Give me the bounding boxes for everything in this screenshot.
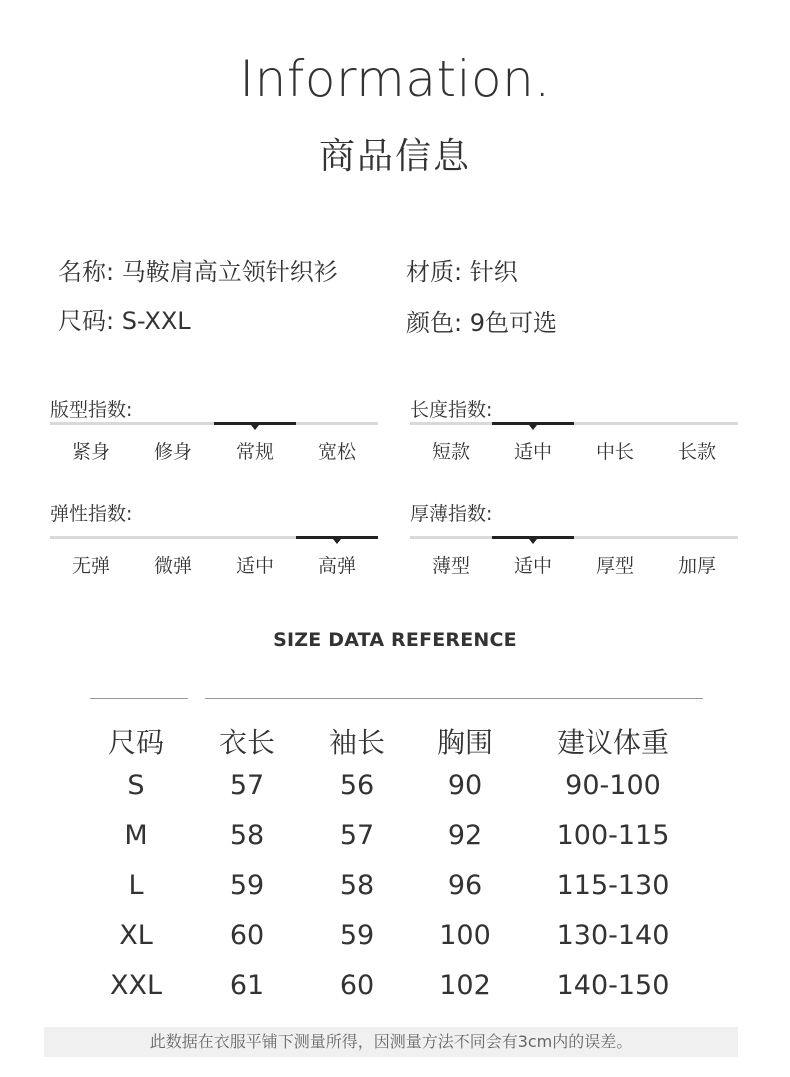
index-option-thickness-1: 适中 [513,555,552,577]
table-cell: 100-115 [556,820,670,851]
size-table-heading: SIZE DATA REFERENCE [273,629,517,651]
table-cell: 57 [229,770,265,801]
index-option-thickness-3: 加厚 [677,555,716,577]
table-header-cell: 尺码 [107,726,164,759]
index-option-elasticity-0: 无弹 [71,555,110,577]
index-option-elasticity-1: 微弹 [153,555,192,577]
table-cell: L [128,870,144,901]
table-cell: 90 [447,770,483,801]
table-cell: 140-150 [556,970,670,1001]
table-rule-left [90,698,188,699]
table-cell: 58 [339,870,375,901]
index-option-thickness-2: 厚型 [595,555,634,577]
table-cell: 60 [229,920,265,951]
table-rule-right [205,698,703,699]
table-cell: 58 [229,820,265,851]
table-cell: 61 [229,970,265,1001]
table-cell: 102 [439,970,491,1001]
table-cell: M [124,820,148,851]
index-option-fit-2: 常规 [235,441,274,463]
page-title-chinese: 商品信息 [318,136,471,177]
index-option-length-1: 适中 [513,441,552,463]
index-option-length-2: 中长 [595,441,634,463]
index-track-length [410,422,738,425]
table-cell: 92 [447,820,483,851]
index-option-length-0: 短款 [431,441,470,463]
index-option-elasticity-2: 适中 [235,555,274,577]
index-title-thickness: 厚薄指数: [410,503,493,525]
table-cell: 59 [229,870,265,901]
table-cell: 100 [439,920,491,951]
table-cell: 60 [339,970,375,1001]
index-option-fit-0: 紧身 [71,441,110,463]
table-header-cell: 建议体重 [556,726,669,759]
product-color: 颜色: 9色可选 [406,309,557,337]
measurement-note: 此数据在衣服平铺下测量所得，因测量方法不同会有3cm内的误差。 [44,1027,738,1057]
table-header-cell: 衣长 [218,726,275,759]
product-name: 名称: 马鞍肩高立领针织衫 [58,258,338,286]
page-title-english: Information. [239,50,551,108]
product-size-range: 尺码: S-XXL [58,307,191,335]
product-material: 材质: 针织 [406,258,518,286]
index-pointer-icon-fit [251,425,259,430]
table-cell: 130-140 [556,920,670,951]
index-title-fit: 版型指数: [50,399,133,421]
index-option-fit-1: 修身 [153,441,192,463]
table-header-cell: 袖长 [328,726,385,759]
table-cell: XXL [109,970,163,1001]
index-option-elasticity-3: 高弹 [317,555,356,577]
index-pointer-icon-thickness [529,539,537,544]
index-title-elasticity: 弹性指数: [50,503,133,525]
index-option-fit-3: 宽松 [317,441,356,463]
table-cell: 115-130 [556,870,670,901]
table-cell: 56 [339,770,375,801]
table-cell: S [127,770,145,801]
table-cell: 57 [339,820,375,851]
index-pointer-icon-elasticity [333,539,341,544]
table-cell: 59 [339,920,375,951]
index-pointer-icon-length [529,425,537,430]
index-option-thickness-0: 薄型 [431,555,470,577]
table-cell: 96 [447,870,483,901]
table-cell: XL [119,920,153,951]
index-option-length-3: 长款 [677,441,716,463]
table-cell: 90-100 [565,770,661,801]
index-title-length: 长度指数: [410,399,493,421]
table-header-cell: 胸围 [436,726,493,759]
index-track-thickness [410,536,738,539]
